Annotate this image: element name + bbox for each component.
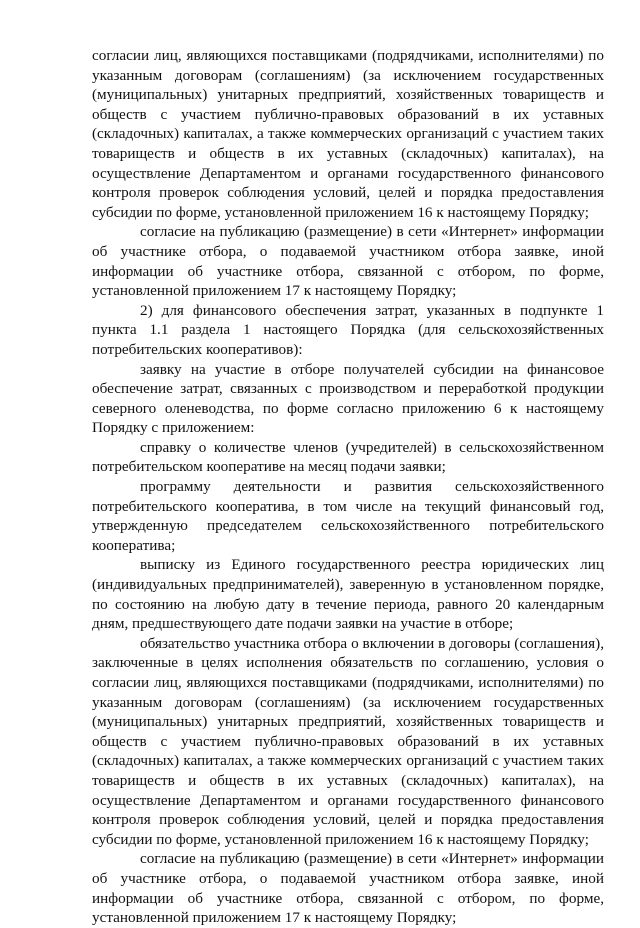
paragraph-consent-continuation: согласии лиц, являющихся поставщиками (подрядчиками, исполнителями) по указанным договорам (соглашениям) (за исключением государственных (муниципальных) унитарных предприятий, хозяйственных товариществ и обществ с участием публично-правовых образований в их уставных (складочных) капиталах, а также коммерческих организаций с участием таких товариществ и обществ в их уставных (складочных) капиталах), на осуществление Департаментом и органами государственного финансового контроля проверок соблюдения условий, целей и порядка предоставления субсидии по форме, установленной приложением 16 к настоящему Порядку; [92,47,604,221]
paragraph-activity-program: программу деятельности и развития сельскохозяйственного потребительского кооператива, в том числе на текущий финансовый год, утвержденную председателем сельскохозяйственного потребительского кооператива; [92,478,604,554]
paragraph-internet-consent-2: согласие на публикацию (размещение) в сети «Интернет» информации об участнике отбора, о подаваемой участником отбора заявке, иной информации об участнике отбора, связанной с отбором, по форме, установленной приложением 17 к настоящему Порядку; [92,850,604,927]
paragraph-registry-extract: выписку из Единого государственного реестра юридических лиц (индивидуальных предпринимателей), заверенную в установленном порядке, по состоянию на любую дату в течение периода, равного 20 календарным дням, предшествующего дате подачи заявки на участие в отборе; [92,556,604,633]
paragraph-item-2-heading: 2) для финансового обеспечения затрат, указанных в подпункте 1 пункта 1.1 раздела 1 настоящего Порядка (для сельскохозяйственных потребительских кооперативов): [92,301,604,358]
paragraph-obligation: обязательство участника отбора о включении в договоры (соглашения), заключенные в целях исполнения обязательств по соглашению, условия о согласии лиц, являющихся поставщиками (подрядчиками, исполнителями) по указанным договорам (соглашениям) (за исключением государственных (муниципальных) унитарных предприятий, хозяйственных товариществ и обществ с участием публично-правовых образований в их уставных (складочных) капиталах, а также коммерческих организаций с участием таких товариществ и обществ в их уставных (складочных) капиталах), на осуществление Департаментом и органами государственного финансового контроля проверок соблюдения условий, целей и порядка предоставления субсидии по форме, установленной приложением 16 к настоящему Порядку; [92,634,604,848]
paragraph-application: заявку на участие в отборе получателей субсидии на финансовое обеспечение затрат, связанных с производством и переработкой продукции северного оленеводства, по форме согласно приложению 6 к настоящему Порядку с приложением: [92,360,604,437]
paragraph-members-certificate: справку о количестве членов (учредителей) в сельскохозяйственном потребительском кооперативе на месяц подачи заявки; [92,438,604,476]
paragraph-internet-consent: согласие на публикацию (размещение) в сети «Интернет» информации об участнике отбора, о подаваемой участником отбора заявке, иной информации об участнике отбора, связанной с отбором, по форме, установленной приложением 17 к настоящему Порядку; [92,223,604,300]
